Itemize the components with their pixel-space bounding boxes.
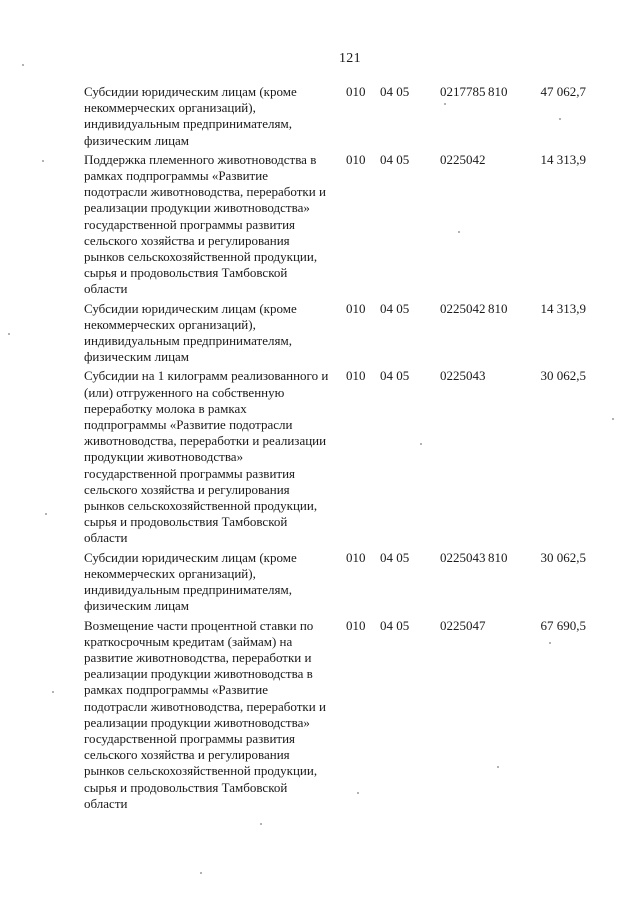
- row-amount: 14 313,9: [540, 151, 586, 167]
- row-name: Возмещение части процентной ставки по краткосрочным кредитам (займам) на развитие животноводства, переработки и реализации продукции животноводства в рамках подпрограммы «Развитие подотрасли животноводства, переработки и реализации продукции животноводства» государственной программы развития сельского хозяйства и регулирования рынков сельскохозяйственной продукции, сырья и продовольствия Тамбовской области: [84, 617, 326, 811]
- scan-speck: [559, 118, 561, 120]
- row-expense-code: 810: [488, 84, 508, 99]
- row-ministry-code: 010: [346, 84, 366, 99]
- table-row: [84, 550, 586, 615]
- table-row: [84, 152, 586, 298]
- row-name: Субсидии юридическим лицам (кроме некоммерческих организаций), индивидуальным предпринимателям, физическим лицам: [84, 300, 297, 365]
- row-name: Субсидии юридическим лицам (кроме некоммерческих организаций), индивидуальным предпринимателям, физическим лицам: [84, 84, 297, 148]
- row-section-code: 04 05: [380, 617, 410, 633]
- table-row: [84, 301, 586, 366]
- scan-speck: [357, 792, 359, 794]
- table-row: [84, 368, 586, 546]
- table-row: [84, 84, 586, 149]
- row-target-code: 0225043: [440, 368, 486, 384]
- scan-speck: [22, 64, 24, 66]
- row-ministry-code: 010: [346, 549, 366, 565]
- page-number: 121: [339, 51, 361, 66]
- row-ministry-code: 010: [346, 617, 366, 633]
- row-target-code: 0225043: [440, 549, 486, 565]
- scan-speck: [549, 642, 551, 644]
- row-target-code: 0225042: [440, 300, 486, 316]
- row-name: Поддержка племенного животноводства в рамках подпрограммы «Развитие подотрасли животноводства, переработки и реализации продукции животноводства» государственной программы развития сельского хозяйства и регулирования рынков сельскохозяйственной продукции, сырья и продовольствия Тамбовской области: [84, 151, 326, 297]
- row-section-code: 04 05: [380, 151, 410, 167]
- scan-speck: [420, 443, 422, 445]
- scan-speck: [8, 333, 10, 335]
- row-name: Субсидии на 1 килограмм реализованного и (или) отгруженного на собственную переработку молока в рамках подпрограммы «Развитие подотрасли животноводства, переработки и реализации продукции животноводства» государственной программы развития сельского хозяйства и регулирования рынков сельскохозяйственной продукции, сырья и продовольствия Тамбовской области: [84, 368, 329, 546]
- row-ministry-code: 010: [346, 151, 366, 167]
- scan-speck: [260, 823, 262, 825]
- scan-speck: [52, 691, 54, 693]
- row-ministry-code: 010: [346, 300, 366, 316]
- row-amount: 67 690,5: [540, 617, 586, 633]
- budget-table: [84, 84, 586, 815]
- scan-speck: [42, 160, 44, 162]
- row-target-code: 0225047: [440, 617, 486, 633]
- scan-speck: [497, 766, 499, 768]
- scan-speck: [200, 872, 202, 874]
- scan-speck: [612, 418, 614, 420]
- row-target-code: 0225042: [440, 151, 486, 167]
- row-amount: 47 062,7: [540, 84, 586, 99]
- row-section-code: 04 05: [380, 368, 410, 384]
- row-name: Субсидии юридическим лицам (кроме некоммерческих организаций), индивидуальным предпринимателям, физическим лицам: [84, 549, 297, 614]
- row-target-code: 0217785: [440, 84, 486, 99]
- row-amount: 30 062,5: [540, 549, 586, 565]
- row-amount: 30 062,5: [540, 368, 586, 384]
- scan-speck: [45, 513, 47, 515]
- row-expense-code: 810: [488, 300, 508, 316]
- row-amount: 14 313,9: [540, 300, 586, 316]
- row-ministry-code: 010: [346, 368, 366, 384]
- row-section-code: 04 05: [380, 84, 410, 99]
- row-expense-code: 810: [488, 549, 508, 565]
- row-section-code: 04 05: [380, 300, 410, 316]
- scan-speck: [458, 231, 460, 233]
- table-row: [84, 618, 586, 812]
- scan-speck: [444, 103, 446, 105]
- row-section-code: 04 05: [380, 549, 410, 565]
